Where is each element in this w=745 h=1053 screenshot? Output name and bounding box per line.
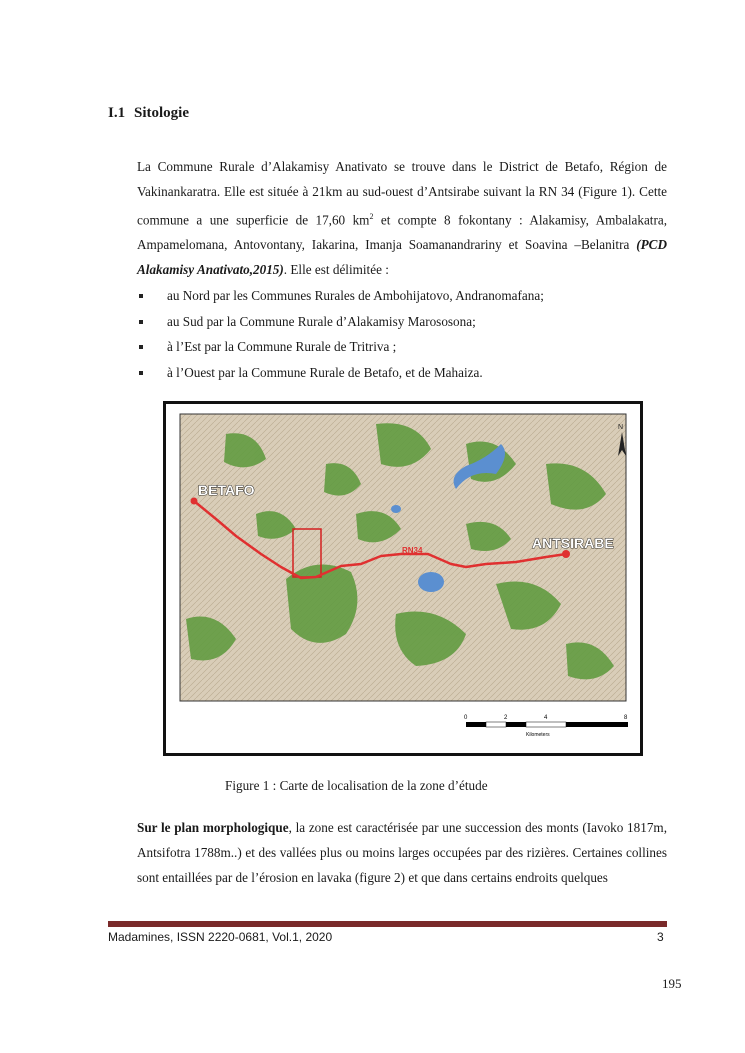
label-road: RN34 [402,546,423,555]
location-map-figure [163,401,643,756]
morphology-paragraph [137,815,667,890]
list-item [137,334,667,360]
list-item-text: à l’Est par la Commune Rurale de Tritriva ; [167,339,397,354]
scale-tick-label: 4 [544,715,548,721]
intro-text-1: La Commune Rurale d’Alakamisy Anativato se trouve dans le District de Betafo, Région de Vakinankaratra. Elle est située à 21km au sud-ouest d’Antsirabe suivant la RN 34 (Figure 1). Cette commune a une superficie de 17,60 km [137,159,667,228]
list-item-text: au Nord par les Communes Rurales de Ambohijatovo, Andranomafana; [167,288,544,303]
scale-unit-label: Kilometers [526,732,550,738]
scale-tick-label: 8 [624,715,628,721]
list-item [137,309,667,335]
page-number: 195 [662,976,682,991]
label-betafo: BETAFO [198,482,255,498]
intro-text-3: . Elle est délimitée : [283,262,389,278]
lake-tritriva [418,572,444,592]
list-item-text: à l’Ouest par la Commune Rurale de Betafo, et de Mahaiza. [167,364,483,380]
betafo-marker [191,498,198,505]
bullet-icon [139,371,143,375]
section-title: Sitologie [134,105,189,121]
morphology-text: , la zone est caractérisée par une succession des monts (Iavoko 1817m, Antsifotra 1788m..) et des vallées plus ou moins larges occupées par des rizières. Certaines collines sont entaillées par de l’érosion en lavaka (figure 2) et que dans certains endroits quelques [137,820,667,885]
intro-superscript: 2 [369,212,374,221]
bullet-icon [139,294,143,298]
intro-citation: (PCD Alakamisy Anativato,2015) [137,237,667,278]
scale-tick-label: 0 [464,715,468,721]
lake-small [391,505,401,513]
location-map [166,404,640,753]
antsirabe-marker [562,550,570,558]
morphology-lead: Sur le plan morphologique [137,820,289,835]
footer-page: 3 [657,930,664,944]
section-heading [108,105,189,122]
figure-caption: Figure 1 : Carte de localisation de la zone d’étude [225,778,488,793]
intro-text-2: et compte 8 fokontany : Alakamisy, Ambalakatra, Ampamelomana, Antovontany, Iakarina, Imanja Soamanandrariny et Soavina –Belanitra [137,212,668,253]
section-number: I.1 [108,105,126,121]
boundary-list [137,283,667,385]
scale-tick-label: 2 [504,715,508,721]
bullet-icon [139,345,143,349]
list-item [137,360,667,386]
label-antsirabe: ANTSIRABE [532,535,614,551]
footer-journal: Madamines, ISSN 2220-0681, Vol.1, 2020 [108,930,333,944]
list-item-text: au Sud par la Commune Rurale d’Alakamisy Marososona; [167,313,476,329]
north-label: N [618,424,624,431]
intro-paragraph [137,154,667,282]
footer-rule [108,921,667,927]
list-item [137,283,667,309]
bullet-icon [139,320,143,324]
